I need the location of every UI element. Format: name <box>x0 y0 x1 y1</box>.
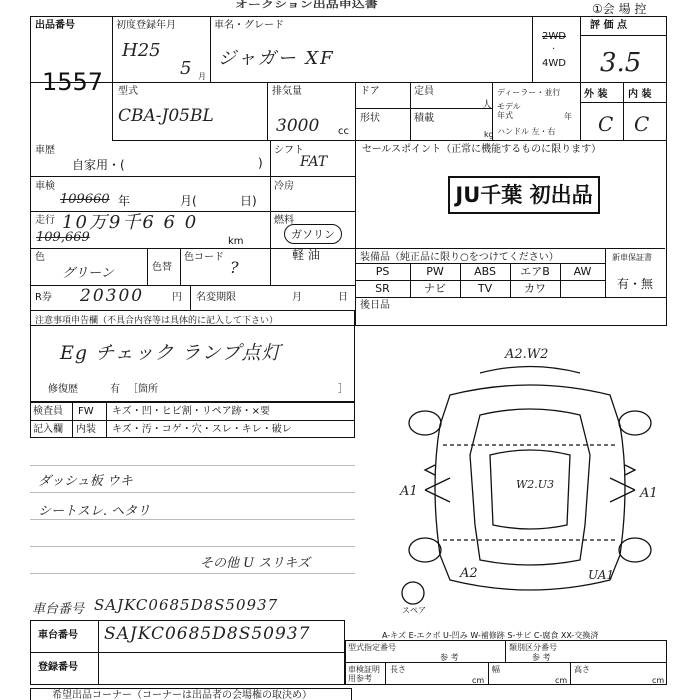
door-label: ドア <box>360 86 380 97</box>
equip-abs: ABS <box>474 265 496 278</box>
color-code-label: 色コード <box>184 252 224 263</box>
checker-fw: FW <box>78 406 94 417</box>
first-reg-era: H25 <box>122 40 161 61</box>
person-unit: 人 <box>482 100 492 111</box>
repair-close: ］ <box>338 384 348 395</box>
notes-label: 注意事項申告欄（不具合内容等は具体的に記入して下さい） <box>35 316 279 326</box>
fuel-label: 燃料 <box>274 215 294 226</box>
disp-label: 排気量 <box>272 86 302 97</box>
equip-ps: PS <box>375 265 390 278</box>
history-close: ) <box>258 156 263 170</box>
ju-stamp: JU千葉 初出品 <box>448 176 600 214</box>
header-title-fragment: オークション出品申込書 <box>235 0 378 11</box>
vin-label: 車台番号 <box>38 630 78 641</box>
ref-2: 参 考 <box>532 653 551 662</box>
mileage-value: 10万9千6 6 0 <box>62 212 199 233</box>
inspection-year-unit: 年 <box>118 194 131 208</box>
drive-2wd: 2WD <box>542 31 566 42</box>
inspector-label: 検査員 <box>33 406 63 417</box>
length-unit: cm <box>472 676 485 685</box>
equip-pw: PW <box>426 265 444 278</box>
color-change-label: 色替 <box>152 262 172 273</box>
lot-number: 1557 <box>42 68 104 96</box>
equipment-label: 装備品（純正品に限り○をつけてください） <box>360 252 559 263</box>
height-unit: cm <box>652 676 665 685</box>
model-label: 車名・グレード <box>214 20 284 31</box>
height-label: 高さ <box>574 665 590 674</box>
color-label: 色 <box>35 252 45 263</box>
equip-navi: ナビ <box>424 282 446 295</box>
width-unit: cm <box>555 676 568 685</box>
checker-interior: 内装 <box>76 424 96 435</box>
class-label: 類別区分番号 <box>509 643 557 652</box>
load-label: 積載 <box>414 113 434 124</box>
model-year-label: モデル年式 <box>497 102 521 120</box>
inspection-crossed: 109660 <box>60 192 110 207</box>
handle-label: ハンドル 左・右 <box>497 127 556 136</box>
lot-label: 出品番号 <box>35 20 75 31</box>
disp-value: 3000 <box>276 116 320 136</box>
equip-leather: カワ <box>524 282 546 295</box>
equip-airbag: エアB <box>520 265 550 278</box>
repair-label: 修復歴 <box>48 384 78 395</box>
inspection-label: 車検 <box>35 181 55 192</box>
vin-heading: 車台番号 <box>32 602 85 617</box>
notes-value: Eg チェック ランプ点灯 <box>60 342 282 364</box>
ext-value: C <box>598 112 614 136</box>
drive-4wd: 4WD <box>542 58 566 69</box>
diagram-left-mark: A1 <box>400 484 418 499</box>
capacity-label: 定員 <box>414 86 434 97</box>
shape-label: 形状 <box>360 113 380 124</box>
name-change-month: 月 <box>292 292 302 303</box>
ext-label: 外 装 <box>584 89 608 100</box>
inspection-month-unit: 月( <box>180 194 197 208</box>
footer-text: 希望出品コーナー（コーナーは出品者の会場権の取決め） <box>52 690 312 700</box>
inspection-day-unit: 日) <box>240 194 257 208</box>
equip-sr: SR <box>375 282 390 295</box>
score-label: 評 価 点 <box>590 20 627 31</box>
first-reg-label: 初度登録年月 <box>116 20 176 31</box>
type-label: 型式 <box>118 86 138 97</box>
history-value: 自家用・( <box>72 158 125 172</box>
shift-label: シフト <box>274 145 304 156</box>
diagram-right-mark: A1 <box>640 486 658 501</box>
first-reg-month: 5 <box>180 58 192 79</box>
ref-1: 参 考 <box>440 653 459 662</box>
model-year-unit: 年 <box>564 112 572 121</box>
recycle-value: 20300 <box>80 286 145 306</box>
score-value: 3.5 <box>600 48 642 78</box>
name-change-day: 日 <box>338 292 348 303</box>
diagram-center-mark: W2.U3 <box>516 478 555 491</box>
fuel-gasoline: ガソリン <box>284 224 342 244</box>
color-value: グリーン <box>62 266 114 281</box>
warranty-label: 新車保証書 <box>612 253 652 262</box>
header-slot-label: ①会 場 控 <box>592 2 647 16</box>
color-code-value: ? <box>230 258 239 277</box>
inspector-note-2: シートスレ. ヘタリ <box>38 504 151 519</box>
vin-value: SAJKC0685D8S50937 <box>104 624 311 644</box>
checker-row1: キズ・凹・ヒビ割・リペア跡・×要 <box>112 406 270 417</box>
drive-sep: · <box>552 44 556 55</box>
recycle-label: R券 <box>35 292 52 303</box>
equip-tv: TV <box>477 282 493 295</box>
type-value: CBA-J05BL <box>118 106 214 126</box>
inspector-note-3: その他 U スリキズ <box>200 556 310 571</box>
later-label: 後日品 <box>360 300 390 311</box>
shift-value: FAT <box>300 154 328 170</box>
diagram-top-mark: A2.W2 <box>505 347 549 362</box>
vin-heading-value: SAJKC0685D8S50937 <box>94 596 279 614</box>
int-value: C <box>634 112 650 136</box>
reg-label: 登録番号 <box>38 662 78 673</box>
diagram-bottom-right-mark: UA1 <box>588 568 615 582</box>
mileage-unit: km <box>228 236 244 247</box>
fuel-diesel: 軽 油 <box>292 248 320 262</box>
spare-label: スペア <box>402 606 426 615</box>
diagram-bottom-left-mark: A2 <box>460 566 478 581</box>
recorder-label: 記入欄 <box>33 424 63 435</box>
damage-legend: A-キズ E-エクボ U-凹み W-補修跡 S-サビ C-腐食 XX-交換済 <box>382 631 599 640</box>
form-label: 型式指定番号 <box>348 643 396 652</box>
month-unit: 月 <box>198 72 206 81</box>
name-change-label: 名変期限 <box>196 292 236 303</box>
recycle-unit: 円 <box>172 292 182 303</box>
repair-places: ［箇所 <box>128 384 158 395</box>
checker-row2: キズ・汚・コゲ・穴・スレ・キレ・破レ <box>112 424 292 435</box>
warranty-value: 有・無 <box>617 277 654 291</box>
cert-label: 車検証明用参考 <box>348 665 380 683</box>
equip-aw: AW <box>573 265 592 278</box>
int-label: 内 装 <box>628 89 652 100</box>
history-label: 車歴 <box>35 145 55 156</box>
inspector-note-1: ダッシュ板 ウキ <box>38 474 133 489</box>
disp-unit: cc <box>338 126 349 137</box>
ac-label: 冷房 <box>274 181 294 192</box>
sales-point-label: セールスポイント（正常に機能するものに限ります） <box>362 144 602 155</box>
dealer-label: ディーラー・並行 <box>497 88 561 97</box>
repair-has: 有 <box>110 384 120 395</box>
length-label: 長さ <box>390 665 406 674</box>
mileage-label: 走行 <box>35 215 55 226</box>
width-label: 幅 <box>492 665 500 674</box>
model-value: ジャガー XF <box>218 48 335 69</box>
kg-unit: kg <box>484 130 494 139</box>
mileage-crossed: 109,669 <box>36 230 90 245</box>
